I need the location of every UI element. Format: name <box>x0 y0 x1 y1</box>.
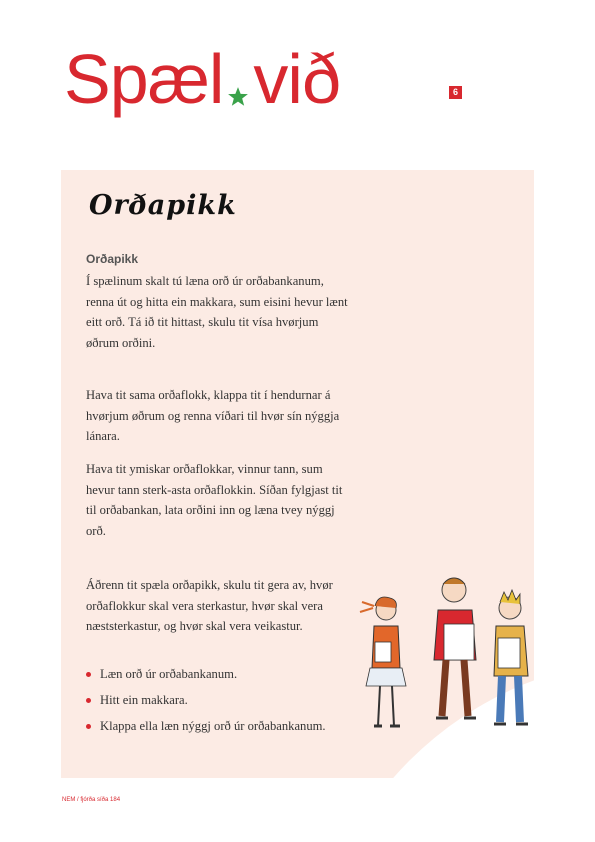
section-subheading: Orðapikk <box>86 252 139 266</box>
list-item <box>86 692 326 709</box>
star-icon <box>227 86 249 108</box>
bullet-icon <box>86 672 91 677</box>
paragraph-1: Í spælinum skalt tú læna orð úr orðabankanum, renna út og hitta ein makkara, sum eisini hevur lænt eitt orð. Tá ið tit hittast, skulu tit vísa hvørjum øðrum orðini. <box>86 274 348 350</box>
title-word-right: við <box>253 40 340 118</box>
list-item-text: Hitt ein makkara. <box>100 693 188 707</box>
instruction-list <box>86 666 326 744</box>
list-item <box>86 718 326 735</box>
decorative-heading: Orðapikk <box>89 190 237 221</box>
bullet-icon <box>86 724 91 729</box>
boy-figure-1 <box>434 578 476 718</box>
boy-figure-2 <box>494 590 528 724</box>
paragraph-4: Áðrenn tit spæla orðapikk, skulu tit gera av, hvør orðaflokkur skal vera sterkastur, hvør skal vera næststerkastur, og hvør skal vera veikastur. <box>86 578 333 633</box>
paragraph-2: Hava tit sama orðaflokk, klappa tit í hendurnar á hvørjum øðrum og renna víðari til hvør sín nýggja lánara. <box>86 388 340 443</box>
page-title <box>64 34 340 118</box>
footer-reference: NEM / fjórða síða 184 <box>62 797 121 803</box>
title-word-left: Spæl <box>64 40 224 118</box>
list-item-text: Klappa ella læn nýggj orð úr orðabankanum. <box>100 719 326 733</box>
paragraph-3: Hava tit ymiskar orðaflokkar, vinnur tann, sum hevur tann sterk-asta orðaflokkin. Síðan fylgjast tit til orðabankan, lata orðini inn og læna tvey nýggj orð. <box>86 462 343 538</box>
girl-figure <box>360 597 406 726</box>
list-item <box>86 666 326 683</box>
bullet-icon <box>86 698 91 703</box>
page-number-badge: 6 <box>449 86 462 99</box>
list-item-text: Læn orð úr orðabankanum. <box>100 667 238 681</box>
children-illustration <box>348 568 538 738</box>
